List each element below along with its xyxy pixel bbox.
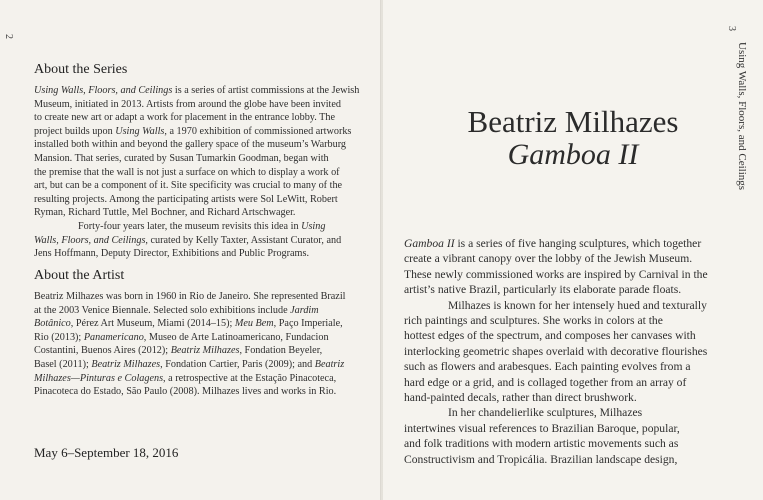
text-run: Forty-four years later, the museum revisits this idea in bbox=[78, 220, 302, 232]
text-line bbox=[404, 313, 744, 328]
text-line bbox=[34, 166, 364, 180]
text-run: Milhazes is known for her intensely hued and texturally bbox=[448, 298, 707, 312]
text-run: Rio (2013); bbox=[34, 331, 84, 343]
text-line bbox=[34, 290, 364, 304]
text-run: art, but can be a component of it. Site specificity was crucial to many of the bbox=[34, 180, 343, 192]
page-number-left: 2 bbox=[3, 34, 14, 39]
text-line bbox=[34, 98, 364, 112]
text-run: artist’s native Brazil, particularly its elaborate parade floats. bbox=[404, 283, 682, 297]
text-run: Ryman, Richard Tuttle, Mel Bochner, and Richard Artschwager. bbox=[34, 207, 296, 219]
text-run: interlocking geometric shapes overlaid with decorative flourishes bbox=[404, 344, 708, 358]
text-line bbox=[34, 152, 364, 166]
text-line bbox=[404, 436, 744, 451]
italic-title: Beatriz bbox=[314, 358, 345, 370]
text-run: hand-painted decals, rather than direct brushwork. bbox=[404, 391, 637, 405]
text-run: rich paintings and sculptures. She works in colors at the bbox=[404, 314, 663, 328]
italic-title: Milhazes—Pinturas e Colagens bbox=[34, 372, 164, 384]
text-line bbox=[404, 251, 744, 266]
text-line bbox=[34, 125, 364, 139]
text-line bbox=[404, 452, 744, 467]
text-run: In her chandelierlike sculptures, Milhazes bbox=[448, 406, 643, 420]
text-run: Pinacoteca do Estado, São Paulo (2008). Milhazes lives and works in Rio. bbox=[34, 386, 337, 398]
text-line bbox=[404, 282, 744, 297]
text-run: Mansion. That series, curated by Susan Tumarkin Goodman, began with bbox=[34, 152, 329, 164]
text-run: These newly commissioned works are inspired by Carnival in the bbox=[404, 267, 708, 281]
italic-title: Botânico bbox=[34, 318, 71, 330]
artist-heading: About the Artist bbox=[34, 268, 125, 283]
italic-title: Walls, Floors, and Ceilings bbox=[34, 234, 146, 246]
text-run: Museum, initiated in 2013. Artists from around the globe have been invited bbox=[34, 98, 341, 110]
work-title: Gamboa II bbox=[507, 138, 639, 171]
text-run: Basel (2011); bbox=[34, 358, 92, 370]
text-line bbox=[34, 206, 364, 220]
text-run: the premise that the wall is not just a surface on which to display a work of bbox=[34, 166, 340, 178]
artist-paragraph bbox=[34, 290, 364, 399]
text-run: , Pérez Art Museum, Miami (2014–15); bbox=[70, 318, 235, 330]
text-line bbox=[404, 267, 744, 282]
italic-title: Beatriz Milhazes bbox=[91, 358, 161, 370]
text-run: Costantini, Buenos Aires (2012); bbox=[34, 345, 171, 357]
text-line bbox=[34, 331, 364, 345]
text-run: resulting projects. Among the participating artists were Sol LeWitt, Robert bbox=[34, 193, 338, 205]
text-run: , Fondation Cartier, Paris (2009); and bbox=[160, 358, 315, 370]
italic-title: Jardim bbox=[290, 304, 319, 316]
italic-title: Beatriz Milhazes bbox=[170, 345, 240, 357]
italic-title: Using bbox=[301, 220, 326, 232]
italic-title: Meu Bem bbox=[234, 318, 274, 330]
italic-title: Using Walls, Floors, and Ceilings bbox=[34, 85, 173, 96]
text-run: , a 1970 exhibition of commissioned artworks bbox=[164, 125, 352, 137]
running-head: Using Walls, Floors, and Ceilings bbox=[736, 42, 748, 191]
text-run: , a retrospective at the Estação Pinacoteca, bbox=[163, 372, 337, 384]
text-run: Constructivism and Tropicália. Brazilian landscape design, bbox=[404, 452, 678, 466]
text-run: , Museo de Arte Latinoamericano, Fundacion bbox=[143, 331, 329, 343]
series-paragraph bbox=[34, 84, 364, 261]
text-line bbox=[404, 236, 744, 251]
text-line bbox=[404, 328, 744, 343]
text-run: intertwines visual references to Brazilian Baroque, popular, bbox=[404, 421, 680, 435]
italic-title: Panamericano bbox=[83, 331, 144, 343]
text-line bbox=[34, 193, 364, 207]
text-line bbox=[34, 385, 364, 399]
text-line bbox=[404, 298, 744, 313]
text-run: hottest edges of the spectrum, and composes her canvases with bbox=[404, 329, 696, 343]
text-run: Jens Hoffmann, Deputy Director, Exhibitions and Public Programs. bbox=[34, 248, 309, 260]
text-run: to create new art or adapt a work for placement in the entrance lobby. The bbox=[34, 112, 335, 124]
text-run: such as flowers and arabesques. Each painting evolves from a bbox=[404, 360, 691, 374]
text-line bbox=[404, 359, 744, 374]
exhibition-dates: May 6–September 18, 2016 bbox=[34, 445, 179, 460]
text-line bbox=[404, 421, 744, 436]
artist-name-title: Beatriz Milhazes bbox=[467, 104, 679, 139]
work-description bbox=[404, 236, 744, 467]
text-line bbox=[34, 111, 364, 125]
text-line bbox=[34, 358, 364, 372]
text-line bbox=[34, 220, 364, 234]
text-line bbox=[34, 138, 364, 152]
text-line bbox=[34, 179, 364, 193]
text-line bbox=[404, 405, 744, 420]
text-line bbox=[34, 84, 364, 98]
text-run: installed both within and beyond the gallery space of the museum’s Warburg bbox=[34, 139, 346, 151]
text-run: , Fondation Beyeler, bbox=[239, 345, 323, 357]
page-number-right: 3 bbox=[726, 26, 737, 31]
italic-title: Gamboa II bbox=[404, 237, 455, 250]
text-line bbox=[34, 247, 364, 261]
text-run: create a vibrant canopy over the lobby of the Jewish Museum. bbox=[404, 252, 693, 266]
text-line bbox=[404, 344, 744, 359]
text-run: , Paço Imperiale, bbox=[273, 318, 343, 330]
text-run: Beatriz Milhazes was born in 1960 in Rio de Janeiro. She represented Brazil bbox=[34, 291, 346, 302]
text-run: , curated by Kelly Taxter, Assistant Curator, and bbox=[145, 234, 342, 246]
text-run: is a series of artist commissions at the Jewish bbox=[172, 85, 360, 96]
text-run: and folk traditions with modern artistic movements such as bbox=[404, 437, 679, 451]
text-line bbox=[34, 317, 364, 331]
text-run: at the 2003 Venice Biennale. Selected solo exhibitions include bbox=[34, 304, 291, 316]
text-line bbox=[404, 375, 744, 390]
series-heading: About the Series bbox=[34, 62, 128, 77]
text-line bbox=[404, 390, 744, 405]
text-run: hard edge or a grid, and is collaged together from an array of bbox=[404, 375, 687, 389]
text-line bbox=[34, 234, 364, 248]
text-line bbox=[34, 372, 364, 386]
text-run: project builds upon bbox=[34, 125, 116, 137]
italic-title: Using Walls bbox=[115, 125, 165, 137]
text-run: is a series of five hanging sculptures, which together bbox=[454, 237, 702, 250]
text-line bbox=[34, 304, 364, 318]
text-line bbox=[34, 344, 364, 358]
